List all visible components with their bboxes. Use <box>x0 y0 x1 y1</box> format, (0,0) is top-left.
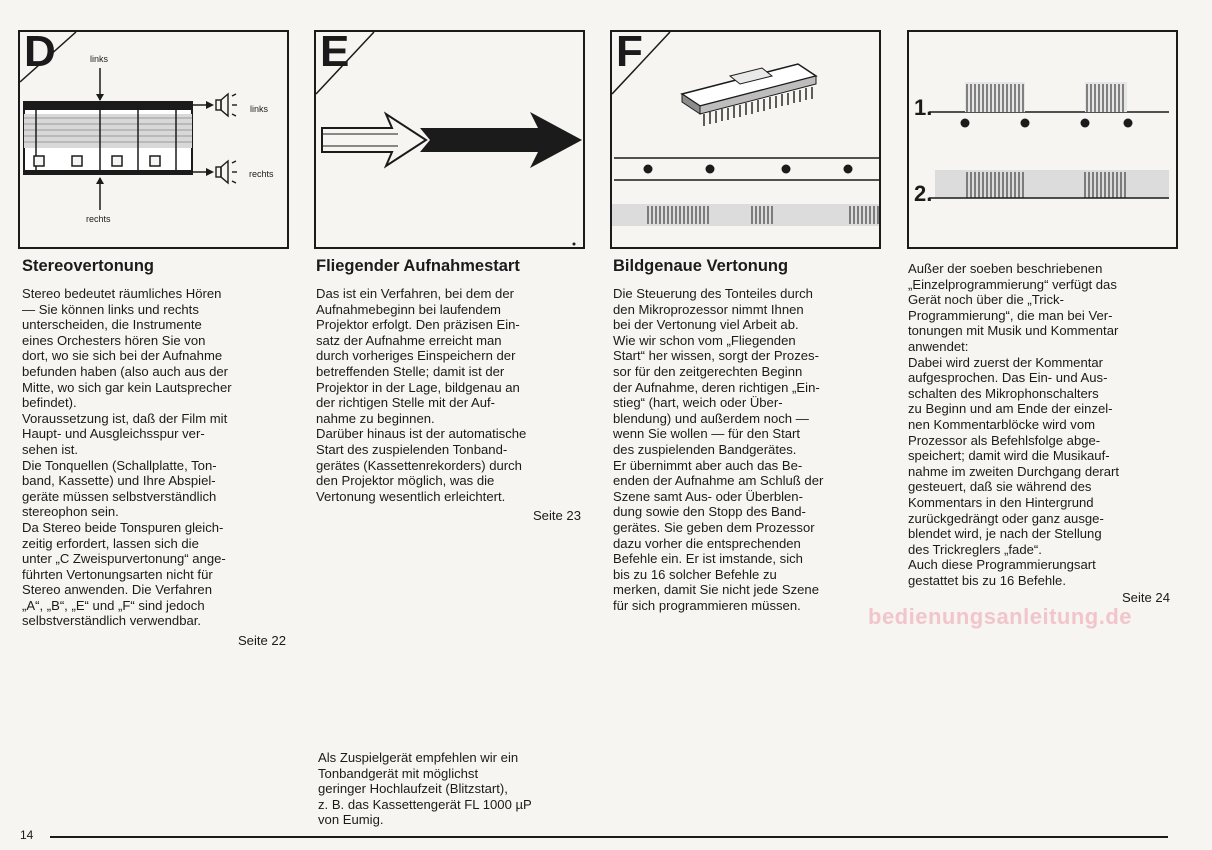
label-bottom: rechts <box>86 214 111 224</box>
section-trick-programming <box>908 261 1178 605</box>
section-stereo <box>22 256 292 648</box>
page-reference: Seite 24 <box>1121 590 1170 606</box>
section-title: Bildgenaue Vertonung <box>613 257 789 275</box>
microchip-icon <box>682 64 816 126</box>
speaker-label-left: links <box>250 104 269 114</box>
section-flying-start <box>316 256 586 523</box>
figure-g <box>907 30 1178 249</box>
figure-e <box>314 30 585 249</box>
speaker-label-right: rechts <box>249 169 274 179</box>
arrow-diagram <box>316 32 585 249</box>
figure-letter: F <box>616 30 643 76</box>
speaker-left-icon <box>216 94 237 116</box>
section-title: Fliegender Aufnahmestart <box>316 257 520 275</box>
microprocessor-diagram <box>612 32 881 249</box>
figure-f <box>610 30 881 249</box>
row-2-label: 2. <box>914 181 933 206</box>
note-text: Als Zuspielgerät empfehlen wir ein Tonbandgerät mit möglichst geringer Hochlaufzeit (Blitzstart), z. B. das Kassettengerät FL 1000 µP von Eumig. <box>318 750 532 828</box>
page-reference: Seite 22 <box>237 633 286 649</box>
section-text: Die Steuerung des Tonteiles durch den Mikroprozessor nimmt Ihnen bei der Vertonung viel Arbeit ab. Wie wir schon vom „Fliegenden Start“ her wissen, sorgt der Prozes- sor für den zeitgerechten Beginn der Aufnahme, deren richtigen „Ein- stieg“ (hart, weich oder Über- blendung) und außerdem noch — wenn Sie wollen — für den Start des zuspielenden Bandgerätes. Er übernimmt aber auch das Be- enden der Aufnahme am Schluß der Szene samt Aus- oder Überblen- dung sowie den Stopp des Band- gerätes. Sie geben dem Prozessor dazu vorher die entsprechenden Befehle ein. Er ist imstande, sich bis zu 16 solcher Befehle zu merken, damit Sie nicht jede Szene für sich programmieren müssen. <box>613 286 824 613</box>
section-text: Stereo bedeutet räumliches Hören — Sie können links und rechts unterscheiden, die Instrumente eines Orchesters hören Sie von dort, wo sie sich bei der Aufnahme befunden haben (also auch aus der Mitte, wo sich gar kein Lautsprecher befindet). Voraussetzung ist, daß der Film mit Haupt- und Ausgleichsspur ver- sehen ist. Die Tonquellen (Schallplatte, Ton- band, Kassette) und Ihre Abspiel- geräte müssen selbstverständlich stereophon sein. Da Stereo beide Tonspuren gleich- zeitig erfordert, lassen sich die unter „C Zweispurvertonung“ ange- führten Vertonungsarten nicht für Stereo anwenden. Die Verfahren „A“, „B“, „E“ und „F“ sind jedoch selbstverständlich verwendbar. <box>22 286 232 629</box>
programming-diagram <box>909 32 1178 249</box>
bottom-note <box>318 750 532 828</box>
page-number: 14 <box>20 828 34 842</box>
figure-letter: D <box>24 30 56 76</box>
row-1-label: 1. <box>914 95 933 120</box>
watermark: bedienungsanleitung.de <box>868 604 1133 629</box>
page-reference: Seite 23 <box>532 508 581 524</box>
section-text: Das ist ein Verfahren, bei dem der Aufnahmebeginn bei laufendem Projektor erfolgt. Den präzisen Ein- satz der Aufnahme erreicht man durch vorheriges Einspeichern der betreffenden Stelle; damit ist der Projektor in der Lage, bildgenau an der richtigen Stelle mit der Auf- nahme zu beginnen. Darüber hinaus ist der automatische Start des zuspielenden Tonband- gerätes (Kassettenrekorders) durch den Projektor möglich, was die Vertonung wesentlich erleichtert. <box>316 286 527 504</box>
label-top: links <box>90 54 109 64</box>
figure-letter: E <box>320 30 350 76</box>
section-text: Außer der soeben beschriebenen „Einzelprogrammierung“ verfügt das Gerät noch über die „Trick- Programmierung“, die man bei Ver- tonungen mit Musik und Kommentar anwendet: Dabei wird zuerst der Kommentar aufgesprochen. Das Ein- und Aus- schalten des Mikrophonschalters zu Beginn und am Ende der einzel- nen Kommentarblöcke wird vom Prozessor als Befehlsfolge abge- speichert; damit wird die Musikauf- nahme im zweiten Durchgang derart gesteuert, daß sie während des Kommentars in den Hintergrund zurückgedrängt oder ganz ausge- blendet wird, je nach der Stellung des Trickreglers „fade“. Auch diese Programmierungsart gestattet bis zu 16 Befehle. <box>908 261 1120 588</box>
bottom-rule <box>50 836 1168 838</box>
section-frame-accurate <box>613 256 883 613</box>
speaker-right-icon <box>216 161 237 183</box>
section-title: Stereovertonung <box>22 257 155 275</box>
stereo-track-diagram <box>20 32 289 249</box>
figure-d <box>18 30 289 249</box>
